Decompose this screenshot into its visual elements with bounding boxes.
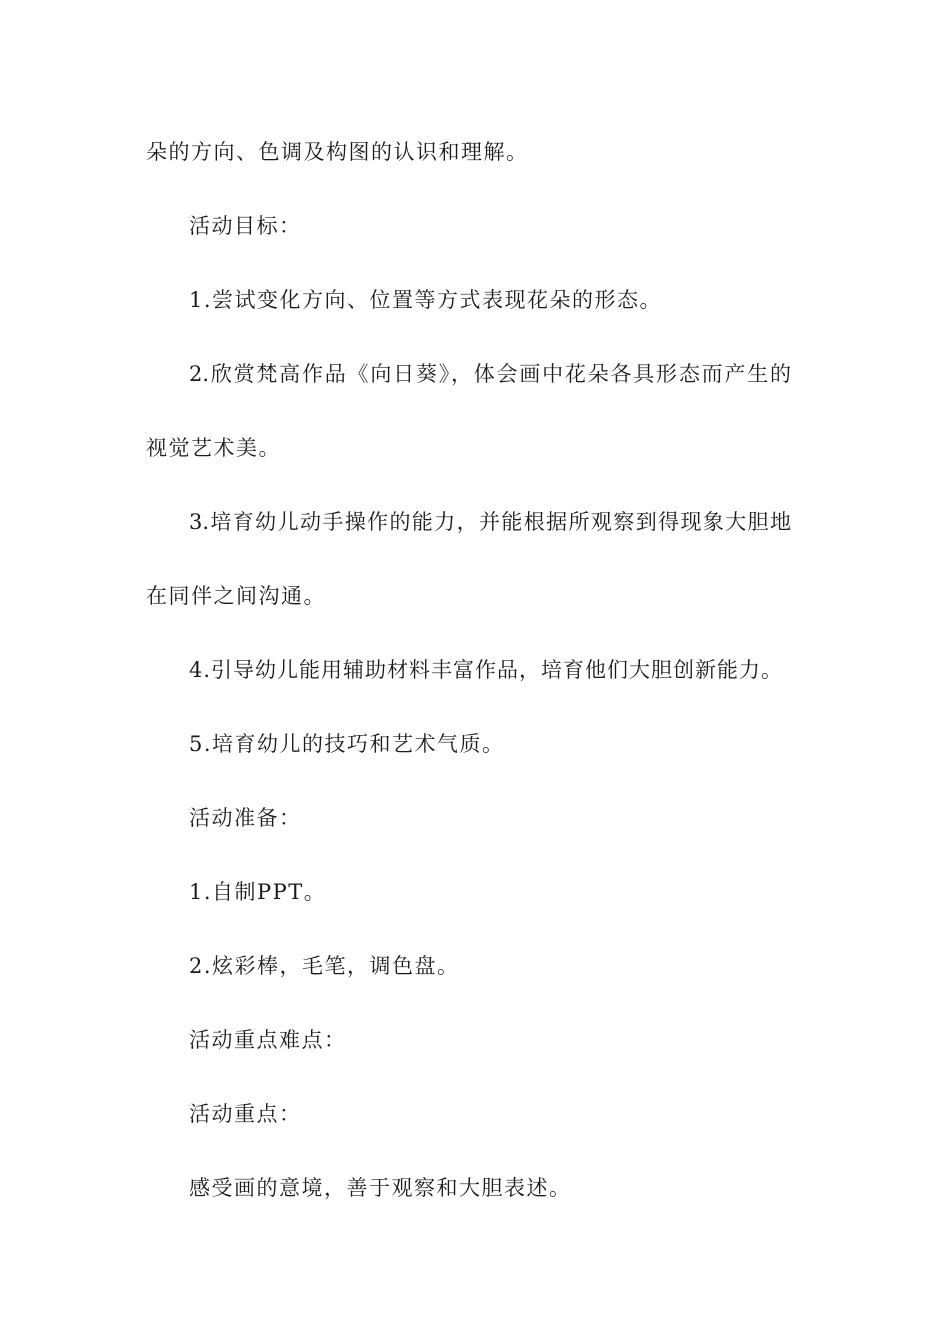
key-point-text: 感受画的意境，善于观察和大胆表述。 [189,1176,572,1200]
preparation-item-2: 2.炫彩棒，毛笔，调色盘。 [189,954,460,978]
goal-item-3-continued: 在同伴之间沟通。 [146,584,326,608]
goal-item-4: 4.引导幼儿能用辅助材料丰富作品，培育他们大胆创新能力。 [189,658,784,682]
text-line-continuation: 朵的方向、色调及构图的认识和理解。 [146,140,529,164]
goal-item-2: 2.欣赏梵高作品《向日葵》，体会画中花朵各具形态而产生的 [189,362,791,386]
subheading-key-point: 活动重点： [189,1102,302,1126]
section-heading-goals: 活动目标： [189,214,302,238]
goal-item-1: 1.尝试变化方向、位置等方式表现花朵的形态。 [189,288,663,312]
goal-item-2-continued: 视觉艺术美。 [146,436,281,460]
section-heading-key-points: 活动重点难点： [189,1028,347,1052]
preparation-item-1: 1.自制PPT。 [189,880,327,904]
goal-item-3: 3.培育幼儿动手操作的能力，并能根据所观察到得现象大胆地 [189,510,791,534]
section-heading-preparation: 活动准备： [189,806,302,830]
goal-item-5: 5.培育幼儿的技巧和艺术气质。 [189,732,505,756]
